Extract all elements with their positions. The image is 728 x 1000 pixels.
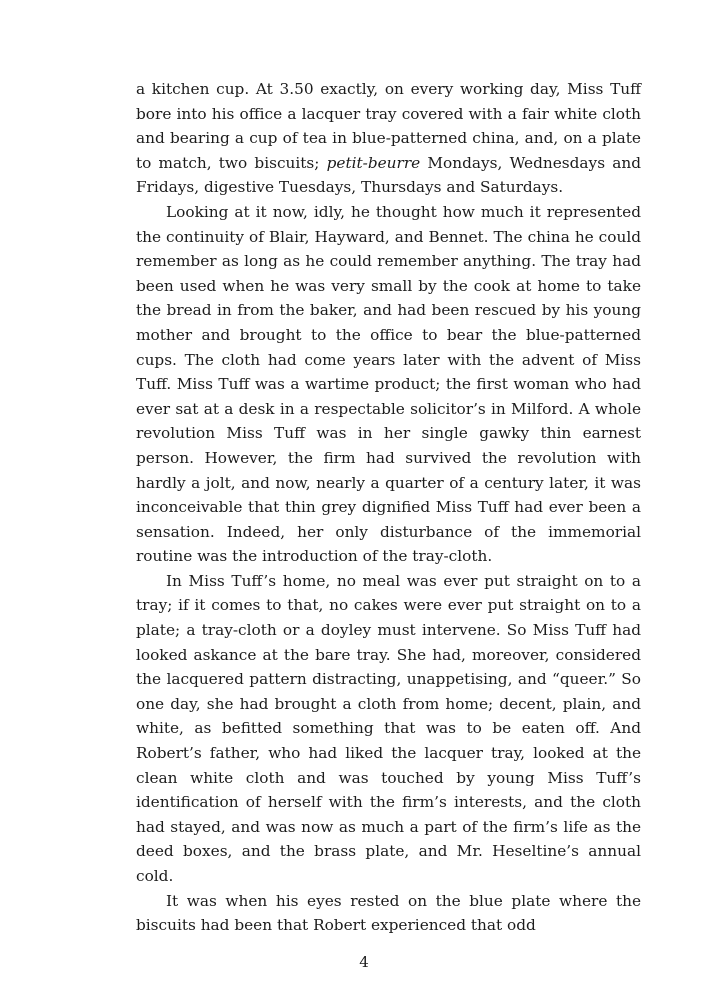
paragraph-3 <box>136 569 641 889</box>
paragraph-4-text: It was when his eyes rested on the blue plate where the biscuits had been that Robert experienced that odd <box>136 891 641 935</box>
paragraph-1-italic-term: petit-beurre <box>326 153 421 172</box>
paragraph-2-text: Looking at it now, idly, he thought how much it represented the continuity of Blair, Hayward, and Bennet. The china he could remember as long as he could remember anything. The tray had been used when he was very small by the cook at home to take the bread in from the baker, and had been rescued by his young mother and brought to the office to bear the blue-patterned cups. The cloth had come years later with the advent of Miss Tuff. Miss Tuff was a wartime product; the first woman who had ever sat at a desk in a respectable solicitor’s in Milford. A whole revolution Miss Tuff was in her single gawky thin earnest person. However, the firm had survived the revolution with hardly a jolt, and now, nearly a quarter of a century later, it was inconceivable that thin grey dignified Miss Tuff had ever been a sensation. Indeed, her only disturbance of the immemorial routine was the introduction of the tray-cloth. <box>136 202 641 566</box>
paragraph-1-text-b: Mondays, Wednesdays and Fridays, digestive Tuesdays, Thursdays and Saturdays. <box>136 153 642 197</box>
paragraph-4 <box>136 889 641 938</box>
book-page-text <box>136 77 641 938</box>
paragraph-2 <box>136 200 641 569</box>
paragraph-1 <box>136 77 641 200</box>
paragraph-3-text: In Miss Tuff’s home, no meal was ever put straight on to a tray; if it comes to that, no cakes were ever put straight on to a plate; a tray-cloth or a doyley must intervene. So Miss Tuff had looked askance at the bare tray. She had, moreover, considered the lacquered pattern distracting, unappetising, and “queer.” So one day, she had brought a cloth from home; decent, plain, and white, as befitted something that was to be eaten off. And Robert’s father, who had liked the lacquer tray, looked at the clean white cloth and was touched by young Miss Tuff’s identification of herself with the firm’s interests, and the cloth had stayed, and was now as much a part of the firm’s life as the deed boxes, and the brass plate, and Mr. Heseltine’s annual cold. <box>136 571 641 885</box>
paragraph-1-text-a: a kitchen cup. At 3.50 exactly, on every working day, Miss Tuff bore into his office a lacquer tray covered with a fair white cloth and bearing a cup of tea in blue-patterned china, and, on a plate to match, two biscuits; <box>136 80 641 172</box>
page-number: 4 <box>359 953 369 971</box>
